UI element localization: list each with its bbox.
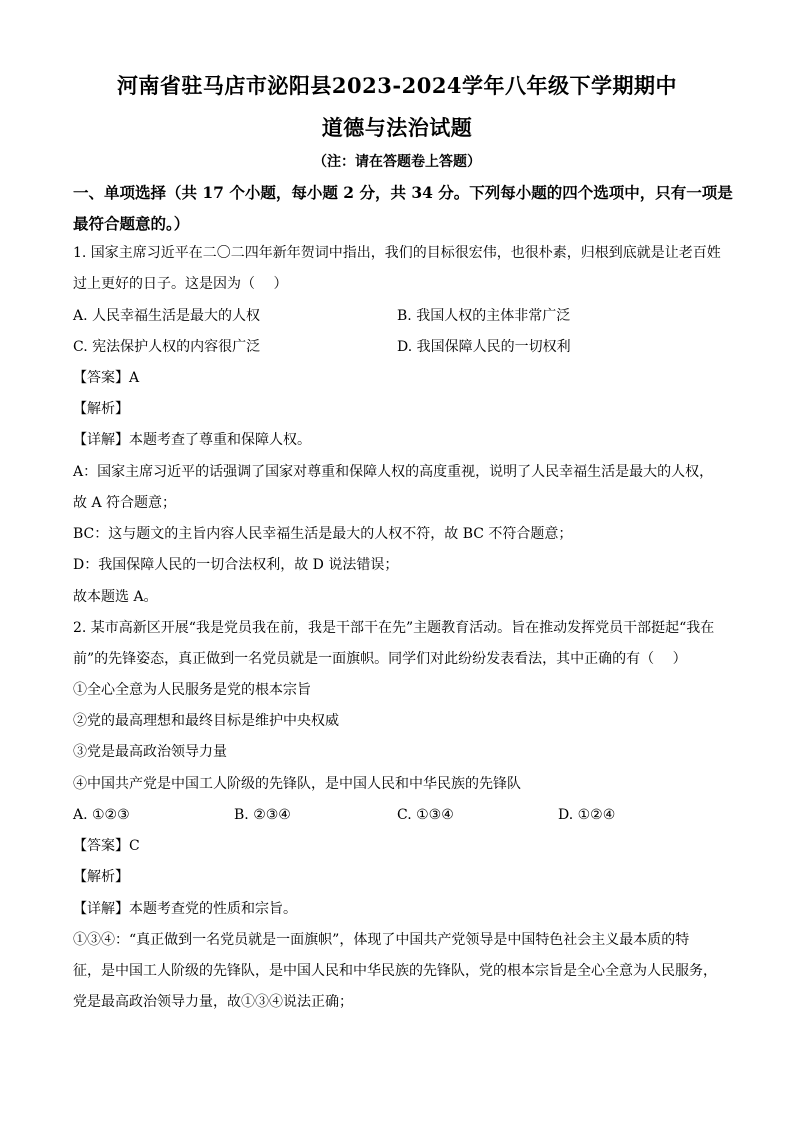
- q1-option-b: B. 我国人权的主体非常广泛: [397, 308, 571, 324]
- q1-stem-line1: 1. 国家主席习近平在二〇二四年新年贺词中指出，我们的目标很宏伟，也很朴素，归根到底就是让老百姓: [73, 245, 721, 261]
- q2-analysis: 【解析】: [73, 869, 129, 885]
- exam-note: （注：请在答题卷上答题）: [313, 154, 481, 170]
- q1-stem-line2: 过上更好的日子。这是因为（ ）: [73, 276, 288, 292]
- q1-explanation-a-line2: 故 A 符合题意；: [73, 495, 177, 511]
- q1-conclusion: 故本题选 A。: [73, 589, 158, 605]
- q1-explanation-d: D：我国保障人民的一切合法权利，故 D 说法错误；: [73, 557, 399, 573]
- q2-stem-line1: 2. 某市高新区开展“我是党员我在前，我是干部干在先”主题教育活动。旨在推动发挥党员干部挺起“我在: [73, 620, 715, 636]
- q2-option-c: C. ①③④: [397, 807, 454, 823]
- q2-item-4: ④中国共产党是中国工人阶级的先锋队，是中国人民和中华民族的先锋队: [73, 776, 521, 792]
- q2-explanation-line1: ①③④：“真正做到一名党员就是一面旗帜”，体现了中国共产党领导是中国特色社会主义最本质的特: [73, 932, 690, 948]
- q2-detail: 【详解】本题考查党的性质和宗旨。: [73, 901, 297, 917]
- q2-answer: 【答案】C: [73, 838, 140, 854]
- q1-analysis: 【解析】: [73, 401, 129, 417]
- q2-item-1: ①全心全意为人民服务是党的根本宗旨: [73, 682, 311, 698]
- document-subtitle: 道德与法治试题: [321, 115, 473, 140]
- q1-explanation-bc: BC：这与题文的主旨内容人民幸福生活是最大的人权不符，故 BC 不符合题意；: [73, 526, 573, 542]
- q1-option-a: A. 人民幸福生活是最大的人权: [73, 308, 261, 324]
- q2-stem-line2: 前”的先锋姿态，真正做到一名党员就是一面旗帜。同学们对此纷纷发表看法，其中正确的有（ ）: [73, 651, 687, 667]
- q2-option-b: B. ②③④: [234, 807, 291, 823]
- q2-option-d: D. ①②④: [558, 807, 616, 823]
- q2-item-2: ②党的最高理想和最终目标是维护中央权威: [73, 713, 339, 729]
- q2-explanation-line3: 党是最高政治领导力量，故①③④说法正确；: [73, 994, 353, 1010]
- q1-answer: 【答案】A: [73, 370, 140, 386]
- q1-explanation-a-line1: A：国家主席习近平的话强调了国家对尊重和保障人权的高度重视，说明了人民幸福生活是最大的人权，: [73, 464, 714, 480]
- q2-explanation-line2: 征，是中国工人阶级的先锋队，是中国人民和中华民族的先锋队，党的根本宗旨是全心全意为人民服务，: [73, 963, 717, 979]
- q1-option-c: C. 宪法保护人权的内容很广泛: [73, 339, 261, 355]
- section-heading: 一、单项选择（共 17 个小题，每小题 2 分，共 34 分。下列每小题的四个选项中，只有一项是最符合题意的。）: [73, 183, 733, 233]
- q2-item-3: ③党是最高政治领导力量: [73, 744, 227, 760]
- q1-option-d: D. 我国保障人民的一切权利: [397, 339, 571, 355]
- document-title: 河南省驻马店市泌阳县2023-2024学年八年级下学期期中: [116, 73, 678, 98]
- q2-option-a: A. ①②③: [73, 807, 130, 823]
- q1-detail: 【详解】本题考查了尊重和保障人权。: [73, 432, 311, 448]
